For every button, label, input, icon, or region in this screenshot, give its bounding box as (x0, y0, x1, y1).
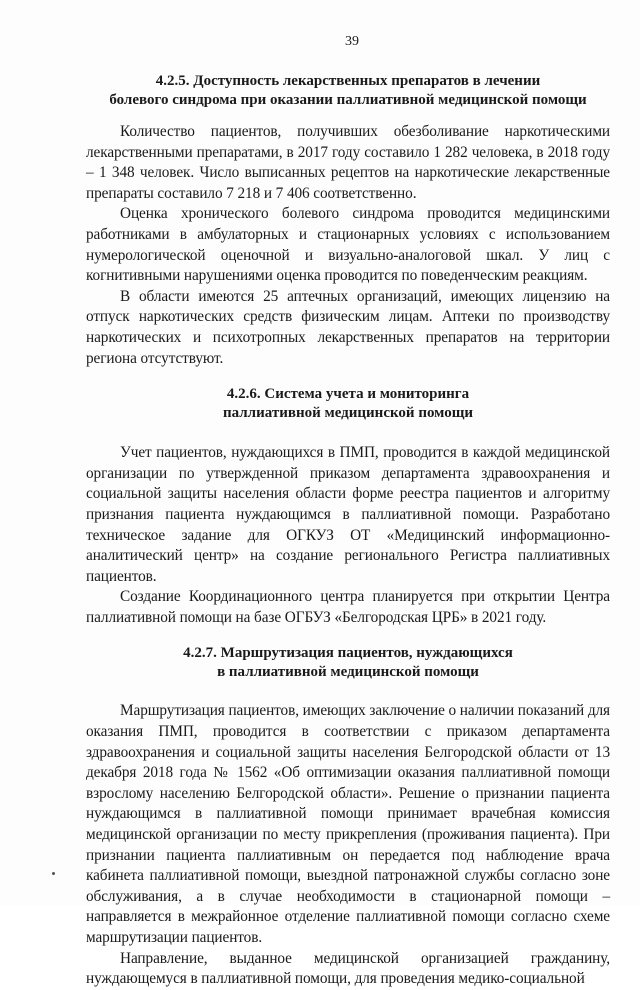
paragraph: Количество пациентов, получивших обезболивание наркотическими лекарственными препаратами, в 2017 году составило 1 282 человека, в 2018 году – 1 348 человек. Число выписанных рецептов на наркотические лекарственные препараты составило 7 218 и 7 406 соответственно. (86, 123, 610, 202)
section-heading (86, 385, 610, 423)
paragraph: В области имеются 25 аптечных организаций, имеющих лицензию на отпуск наркотических средств физическим лицам. Аптеки по производству наркотических и психотропных лекарственных препаратов на территории региона отсутствуют. (86, 287, 610, 367)
heading-line: в паллиативной медицинской помощи (217, 664, 479, 681)
heading-line: болевого синдрома при оказании паллиативной медицинской помощи (109, 92, 587, 108)
section-4-2-6 (86, 385, 610, 628)
heading-line: 4.2.6. Система учета и мониторинга (226, 386, 470, 403)
scan-speck (52, 872, 55, 875)
heading-line: паллиативной медицинской помощи (222, 405, 474, 422)
section-heading (86, 72, 610, 110)
section-4-2-5 (86, 72, 610, 369)
heading-line: 4.2.5. Доступность лекарственных препаратов в лечении (155, 73, 541, 89)
paragraph: Создание Координационного центра планируется при открытии Центра паллиативной помощи на базе ОГБУЗ «Белгородская ЦРБ» в 2021 году. (86, 588, 610, 626)
section-heading (86, 644, 610, 682)
heading-line: 4.2.7. Маршрутизация пациентов, нуждающихся (183, 645, 513, 662)
paragraph: Учет пациентов, нуждающихся в ПМП, проводится в каждой медицинской организации по утвержденной приказом департамента здравоохранения и социальной защиты населения области форме реестра пациентов и алгоритму признания пациента нуждающимся в паллиативной помощи. Разработано техническое задание для ОГКУЗ ОТ «Медицинский информационно-аналитический центр» на создание регионального Регистра паллиативных пациентов. (86, 444, 610, 585)
paragraph: Оценка хронического болевого синдрома проводится медицинскими работниками в амбулаторных и стационарных условиях с использованием нумерологической оценочной и визуально-аналоговой шкал. У лиц с когнитивными нарушениями оценка проводится по поведенческим реакциям. (86, 205, 610, 285)
page-number: 39 (345, 34, 359, 49)
section-4-2-7 (86, 644, 610, 989)
paragraph: Маршрутизация пациентов, имеющих заключение о наличии показаний для оказания ПМП, проводится в соответствии с приказом департамента здравоохранения и социальной защиты населения Белгородской области от 13 декабря 2018 года № 1562 «Об оптимизации оказания паллиативной помощи взрослому населению Белгородской области». Решение о признании пациента нуждающимся в паллиативной помощи принимает врачебная комиссия медицинской организации по месту прикрепления (проживания пациента). При признании пациента паллиативным он передается под наблюдение врача кабинета паллиативной помощи, выездной патронажной службы согласно зоне обслуживания, а в случае необходимости в стационарной помощи – направляется в межрайонное отделение паллиативной помощи согласно схеме маршрутизации пациентов. (86, 702, 610, 946)
paragraph: Направление, выданное медицинской организацией гражданину, нуждающемуся в паллиативной помощи, для проведения медико-социальной (86, 949, 610, 988)
